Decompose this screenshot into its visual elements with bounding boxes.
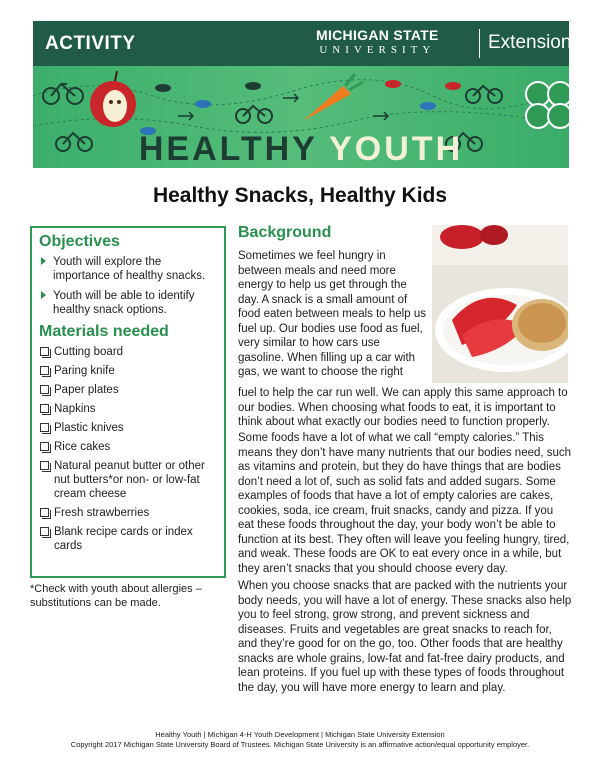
list-item [39, 364, 217, 378]
activity-label: ACTIVITY [45, 33, 136, 54]
materials-heading: Materials needed [39, 323, 169, 340]
list-item [39, 289, 217, 317]
background-paragraph-1b: fuel to help the car run well. We can apply this same approach to our bodies. When choosing what foods to eat, it is important to think about what exactly our bodies need to function properly. [238, 387, 568, 428]
clover-4h-icon [526, 82, 569, 128]
footer-line-1: Healthy Youth | Michigan 4-H Youth Development | Michigan State University Extension [155, 730, 445, 739]
checkbox-icon [40, 404, 49, 413]
checkbox-icon [40, 366, 49, 375]
list-item [39, 459, 217, 501]
objective-text: Youth will be able to identify healthy snack options. [53, 290, 195, 316]
sidebar-box [30, 226, 226, 578]
msu-logo-line1: MICHIGAN STATE [316, 27, 439, 43]
material-text: Napkins [54, 403, 96, 415]
material-text: Natural peanut butter or other nut butters*or non- or low-fat cream cheese [54, 460, 205, 500]
checkbox-icon [40, 461, 49, 470]
checkbox-icon [40, 442, 49, 451]
header-bar [33, 21, 572, 66]
footer-line-2: Copyright 2017 Michigan State University Board of Trustees. Michigan State University is an affirmative action/equal opportunity employer. [70, 740, 530, 749]
page-title: Healthy Snacks, Healthy Kids [152, 184, 448, 207]
material-text: Paring knife [54, 365, 115, 377]
background-paragraph-2: Some foods have a lot of what we call “empty calories.” This means they don’t have many nutrients that our bodies need, such as vitamins and protein, but they do have things that are bodies don’t need a lot of, such as solid fats and added sugars. Some examples of foods that have a lot of empty calories are cakes, cookies, soda, ice cream, fruit snacks, candy and pizza. If you eat these foods throughout the day, your body won’t be able to function at its best. They often will leave you feeling hungry, tired, and weak. These foods are OK to eat every once in a while, but they aren’t snacks that you should choose every day. [238, 432, 572, 575]
objective-text: Youth will explore the importance of healthy snacks. [53, 256, 206, 282]
snack-photo [432, 225, 568, 383]
list-item [39, 440, 217, 454]
material-text: Plastic knives [54, 422, 124, 434]
banner-word-youth: YOUTH [329, 130, 464, 168]
bullet-triangle-icon [41, 291, 46, 299]
background-paragraph-1a: Sometimes we feel hungry in between meals and need more energy to help us get through the day. A snack is a small amount of food eaten between meals to help us fuel up. Our bodies use food as fuel, very similar to how cars use gasoline. When filling up a car with gas, we want to choose the right [238, 250, 426, 378]
list-item [39, 345, 217, 359]
allergy-footnote: *Check with youth about allergies – substitutions can be made. [30, 583, 202, 609]
extension-label: Extension [488, 32, 572, 53]
checkbox-icon [40, 347, 49, 356]
checkbox-icon [40, 423, 49, 432]
apple-icon [90, 71, 136, 127]
background-paragraph-3: When you choose snacks that are packed with the nutrients your body needs, you will have a lot of energy. These snacks also help you to feel strong, grow strong, and prevent sickness and diseases. Fruits and vegetables are great snacks to reach for, and they’re good for on the go, too. Other foods that are healthy snacks are whole grains, low-fat and fat-free dairy products, and lean proteins. If you fuel up with these types of foods throughout the day, you will have more energy to learn and play. [238, 580, 572, 694]
list-item [39, 525, 217, 553]
list-item [39, 421, 217, 435]
bicycle-icon [43, 84, 83, 104]
list-item [39, 255, 217, 283]
checkbox-icon [40, 508, 49, 517]
list-item [39, 506, 217, 520]
checkbox-icon [40, 527, 49, 536]
healthy-youth-banner [33, 66, 569, 168]
background-heading: Background [238, 224, 332, 241]
objectives-heading: Objectives [39, 233, 120, 250]
msu-logo [316, 28, 439, 56]
material-text: Rice cakes [54, 441, 111, 453]
carrot-icon [303, 74, 363, 121]
material-text: Blank recipe cards or index cards [54, 526, 193, 552]
material-text: Cutting board [54, 346, 124, 358]
arrow-icon [178, 94, 388, 120]
material-text: Fresh strawberries [54, 507, 150, 519]
material-text: Paper plates [54, 384, 119, 396]
banner-word-healthy: HEALTHY [138, 130, 318, 168]
list-item [39, 383, 217, 397]
list-item [39, 402, 217, 416]
header-divider [479, 29, 480, 58]
msu-logo-line2: UNIVERSITY [319, 44, 436, 56]
banner-title [33, 130, 569, 168]
checkbox-icon [40, 385, 49, 394]
strawberry-rice-cake-photo [432, 225, 568, 383]
bullet-triangle-icon [41, 257, 46, 265]
